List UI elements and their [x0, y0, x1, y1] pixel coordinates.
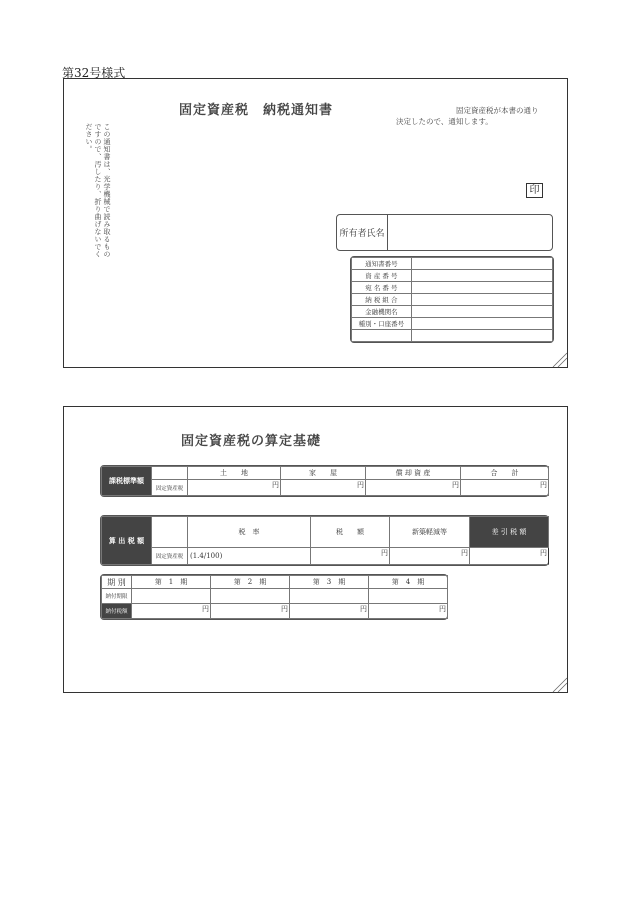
info-row	[352, 282, 553, 294]
rate-header: 税 率	[188, 517, 311, 548]
period-2-amount: 円	[211, 604, 290, 619]
computed-tax-table: 算 出 税 額 税 率 税 額 新築軽減等 差 引 税 額 年 税 額 固定資産税 (1.4/100) 円 円 円	[100, 515, 549, 566]
asset-number-value	[411, 270, 552, 282]
tax-amount-header: 税 額	[311, 517, 390, 548]
info-row	[352, 330, 553, 342]
period-3-amount: 円	[290, 604, 369, 619]
basis-title: 固定資産税の算定基礎	[181, 434, 322, 449]
info-row	[352, 306, 553, 318]
tax-amount-value: 円	[311, 548, 390, 565]
period-2-due	[211, 589, 290, 604]
new-build-reduction-header: 新築軽減等	[390, 517, 470, 548]
net-tax-value: 円	[470, 548, 549, 565]
bank-name-label: 金融機関名	[352, 306, 412, 318]
form-number: 第32号様式	[62, 66, 126, 80]
account-number-label: 種別・口座番号	[352, 318, 412, 330]
depreciable-header: 償 却 資 産	[366, 467, 461, 480]
period-4-header: 第 4 期	[369, 576, 448, 589]
tax-association-label: 納 税 組 合	[352, 294, 412, 306]
blank-value	[411, 330, 552, 342]
seal-stamp: 印	[526, 183, 543, 198]
tax-base-spacer	[152, 467, 188, 480]
period-4-amount: 円	[369, 604, 448, 619]
building-value: 円	[281, 480, 366, 496]
notice-title: 固定資産税 納税通知書	[179, 103, 334, 118]
tax-base-table	[100, 465, 549, 497]
address-number-label: 宛 名 番 号	[352, 282, 412, 294]
corner-fold-icon	[553, 678, 567, 692]
computed-sub-label: 固定資産税	[152, 548, 188, 565]
notice-message-1: 固定資産税が本書の通り	[456, 106, 539, 115]
notice-number-value	[411, 258, 552, 270]
new-build-value: 円	[390, 548, 470, 565]
bank-name-value	[411, 306, 552, 318]
calculation-basis-panel	[63, 406, 568, 693]
installments-table	[100, 574, 448, 620]
corner-fold-icon	[553, 353, 567, 367]
blank-label	[352, 330, 412, 342]
info-row	[352, 270, 553, 282]
depreciable-value: 円	[366, 480, 461, 496]
tax-base-label: 課税標準額	[102, 467, 152, 496]
land-header: 土 地	[188, 467, 281, 480]
notice-info-table	[350, 256, 554, 343]
period-3-due	[290, 589, 369, 604]
payment-amount-label: 納付税額	[102, 604, 132, 619]
tax-association-value	[411, 294, 552, 306]
total-value: 円	[461, 480, 549, 496]
period-1-amount: 円	[132, 604, 211, 619]
total-header: 合 計	[461, 467, 549, 480]
period-1-due	[132, 589, 211, 604]
computed-spacer	[152, 517, 188, 548]
tax-base-sub-label: 固定資産税	[152, 480, 188, 496]
info-row	[352, 294, 553, 306]
info-row	[352, 318, 553, 330]
tax-notice-panel	[63, 78, 568, 368]
period-3-header: 第 3 期	[290, 576, 369, 589]
notice-number-label: 通知書番号	[352, 258, 412, 270]
period-4-due	[369, 589, 448, 604]
address-number-value	[411, 282, 552, 294]
owner-name-box	[336, 214, 553, 251]
period-header: 期 別	[102, 576, 132, 589]
due-date-label: 納付期限	[102, 589, 132, 604]
side-note: この通知書は、光学機械で読み取るものですので、汚したり、折り曲げないでください。	[85, 123, 111, 258]
net-tax-header: 差 引 税 額	[470, 517, 549, 548]
period-1-header: 第 1 期	[132, 576, 211, 589]
account-number-value	[411, 318, 552, 330]
tax-rate-value: (1.4/100)	[188, 548, 311, 565]
info-row	[352, 258, 553, 270]
owner-name-label: 所有者氏名	[337, 215, 388, 250]
period-2-header: 第 2 期	[211, 576, 290, 589]
asset-number-label: 資 産 番 号	[352, 270, 412, 282]
notice-message-2: 決定したので、通知します。	[396, 117, 493, 126]
building-header: 家 屋	[281, 467, 366, 480]
land-value: 円	[188, 480, 281, 496]
computed-tax-label: 算 出 税 額	[102, 517, 152, 565]
